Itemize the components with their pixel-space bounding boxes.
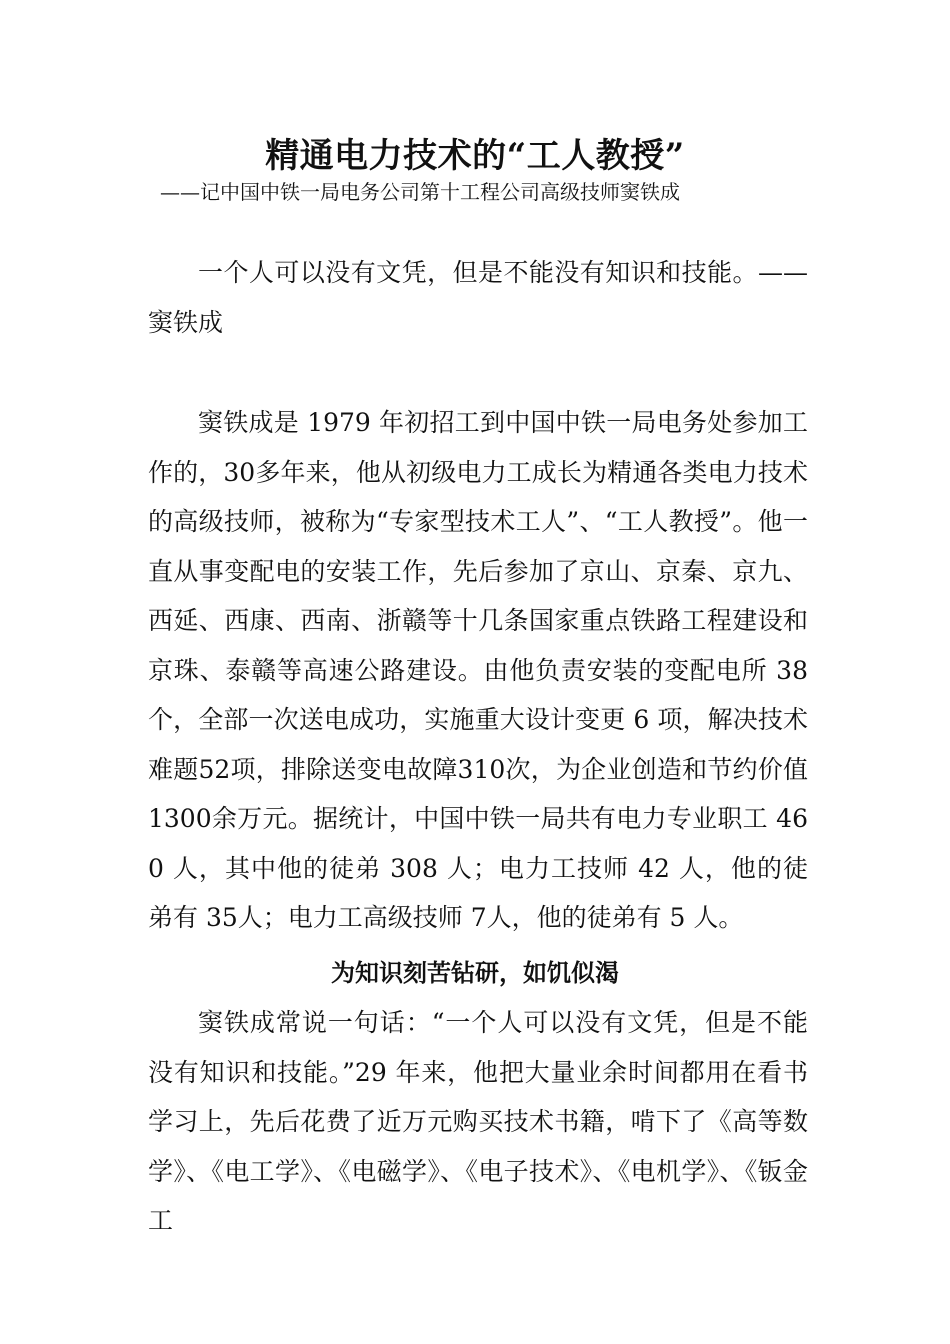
- article-subtitle: ——记中国中铁一局电务公司第十工程公司高级技师窦铁成: [160, 180, 680, 204]
- body-paragraph-1: 窦铁成是 1979 年初招工到中国中铁一局电务处参加工作的，30多年来，他从初级电力工成长为精通各类电力技术的高级技师，被称为“专家型技术工人”、“工人教授”。他一直从事变配电的安装工作，先后参加了京山、京秦、京九、西延、西康、西南、浙赣等十几条国家重点铁路工程建设和京珠、泰赣等高速公路建设。由他负责安装的变配电所 38 个，全部一次送电成功，实施重大设计变更 6 项，解决技术难题52项，排除送变电故障310次，为企业创造和节约价值1300余万元。据统计，中国中铁一局共有电力专业职工 460 人，其中他的徒弟 308 人；电力工技师 42 人，他的徒弟有 35人；电力工高级技师 7人，他的徒弟有 5 人。: [148, 408, 808, 932]
- section-heading: 为知识刻苦钻研，如饥似渴: [331, 959, 619, 987]
- article-title: 精通电力技术的“工人教授”: [265, 136, 685, 176]
- body-paragraph-2: 窦铁成常说一句话：“一个人可以没有文凭，但是不能没有知识和技能。”29 年来，他把大量业余时间都用在看书学习上，先后花费了近万元购买技术书籍，啃下了《高等数学》、《电工学》、《电磁学》、《电子技术》、《电机学》、《钣金工: [148, 1008, 808, 1235]
- epigraph-quote: 一个人可以没有文凭，但是不能没有知识和技能。——窦铁成: [148, 258, 808, 337]
